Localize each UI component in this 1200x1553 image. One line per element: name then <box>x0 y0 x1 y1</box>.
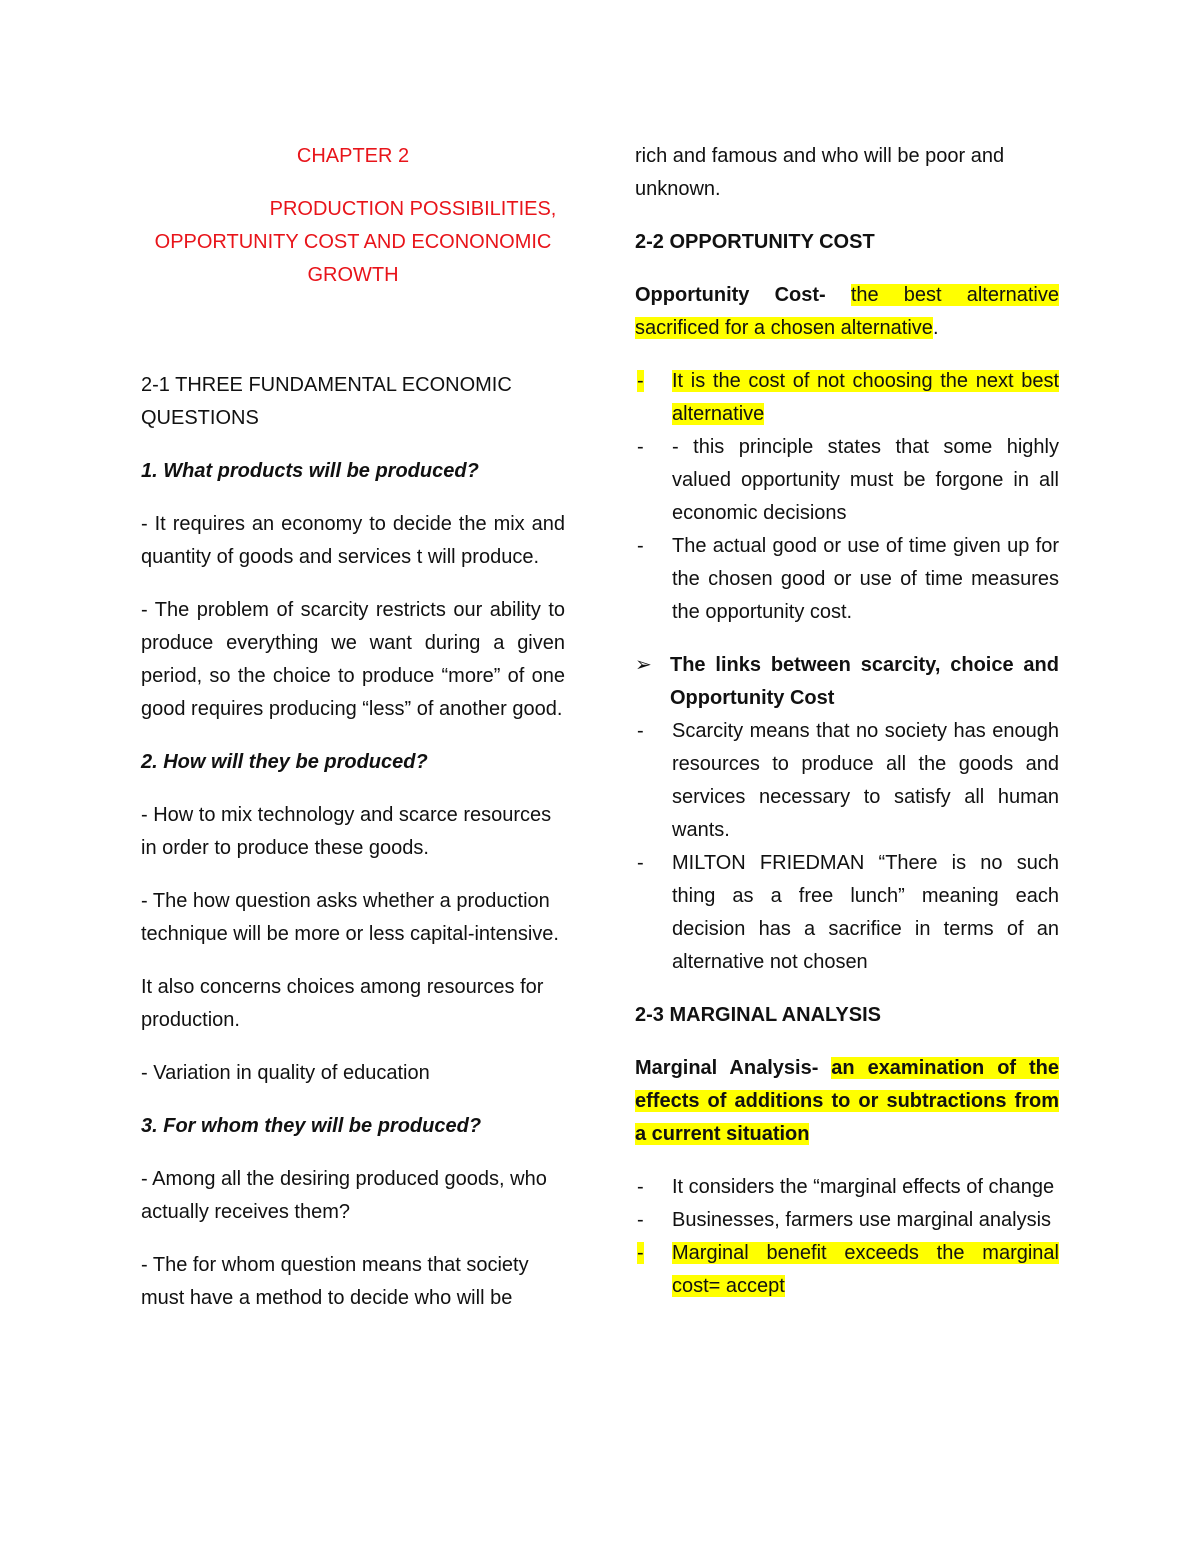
q3-paragraph-2: - The for whom question means that society must have a method to decide who will be <box>141 1254 529 1309</box>
bullet-dash: - <box>637 1176 644 1198</box>
marginal-analysis-term: Marginal Analysis- <box>635 1057 819 1079</box>
q2-paragraph-4: - Variation in quality of education <box>141 1062 430 1084</box>
list-item <box>635 715 1059 847</box>
bullet-dash: - <box>637 535 644 557</box>
bullet-dash: - <box>637 370 644 392</box>
opportunity-cost-term: Opportunity Cost- <box>635 284 826 306</box>
opportunity-cost-definition <box>635 279 1059 345</box>
list-item <box>635 1204 1059 1237</box>
bullet-dash: - <box>637 852 644 874</box>
bullet-dash: - <box>637 720 644 742</box>
chapter-title-line3: GROWTH <box>307 264 399 286</box>
q2-paragraph-3: It also concerns choices among resources for production. <box>141 976 544 1031</box>
chapter-title-line2: OPPORTUNITY COST AND ECONONOMIC <box>154 231 552 253</box>
q3-paragraph-1: - Among all the desiring produced goods, who actually receives them? <box>141 1168 547 1223</box>
list-item <box>635 1171 1059 1204</box>
section-heading-2-2: 2-2 OPPORTUNITY COST <box>635 231 875 253</box>
q1-paragraph-1: - It requires an economy to decide the mix and quantity of goods and services t will produce. <box>141 513 565 568</box>
oc-bullet-3: The actual good or use of time given up for the chosen good or use of time measures the opportunity cost. <box>672 535 1059 623</box>
q1-paragraph-2: - The problem of scarcity restricts our ability to produce everything we want during a given period, so the choice to produce “more” of one good requires producing “less” of another good. <box>141 599 565 720</box>
chapter-label: CHAPTER 2 <box>296 145 410 167</box>
links-bullet-1: Scarcity means that no society has enough resources to produce all the goods and services necessary to satisfy all human wants. <box>672 720 1059 841</box>
continued-text: rich and famous and who will be poor and unknown. <box>635 145 1005 200</box>
chapter-title-line1: PRODUCTION POSSIBILITIES, <box>269 198 557 220</box>
oc-bullet-2: - this principle states that some highly valued opportunity must be forgone in all economic decisions <box>672 436 1059 524</box>
links-bullet-2: MILTON FRIEDMAN “There is no such thing as a free lunch” meaning each decision has a sacrifice in terms of an alternative not chosen <box>672 852 1059 973</box>
bullet-dash: - <box>637 1242 644 1264</box>
section-heading-2-3: 2-3 MARGINAL ANALYSIS <box>635 1004 881 1026</box>
list-item <box>635 1237 1059 1303</box>
ma-bullet-1: It considers the “marginal effects of change <box>672 1176 1055 1198</box>
question-2: 2. How will they be produced? <box>141 751 428 773</box>
definition-period: . <box>932 317 939 339</box>
oc-bullet-1: It is the cost of not choosing the next best alternative <box>672 370 1059 425</box>
arrow-bullet-icon: ➢ <box>635 654 652 676</box>
right-column <box>635 140 1059 1303</box>
marginal-analysis-definition <box>635 1052 1059 1151</box>
list-item <box>635 530 1059 629</box>
q2-paragraph-2: - The how question asks whether a production technique will be more or less capital-intensive. <box>141 890 559 945</box>
list-item <box>635 649 1059 715</box>
left-column <box>141 140 565 1315</box>
bullet-dash: - <box>637 436 644 458</box>
q2-paragraph-1: - How to mix technology and scarce resources in order to produce these goods. <box>141 804 552 859</box>
question-1: 1. What products will be produced? <box>141 460 479 482</box>
ma-bullet-2: Businesses, farmers use marginal analysis <box>672 1209 1052 1231</box>
opportunity-cost-highlight: the best alternative sacrificed for a chosen alternative <box>635 284 1059 339</box>
list-item <box>635 847 1059 979</box>
links-heading: The links between scarcity, choice and Opportunity Cost <box>670 654 1059 709</box>
marginal-analysis-highlight: an examination of the effects of additions to or subtractions from a current situation <box>635 1057 1059 1145</box>
question-3: 3. For whom they will be produced? <box>141 1115 482 1137</box>
list-item <box>635 431 1059 530</box>
ma-bullet-3: Marginal benefit exceeds the marginal cost= accept <box>672 1242 1059 1297</box>
section-heading-2-1: 2-1 THREE FUNDAMENTAL ECONOMIC QUESTIONS <box>141 374 512 429</box>
bullet-dash: - <box>637 1209 644 1231</box>
list-item <box>635 365 1059 431</box>
